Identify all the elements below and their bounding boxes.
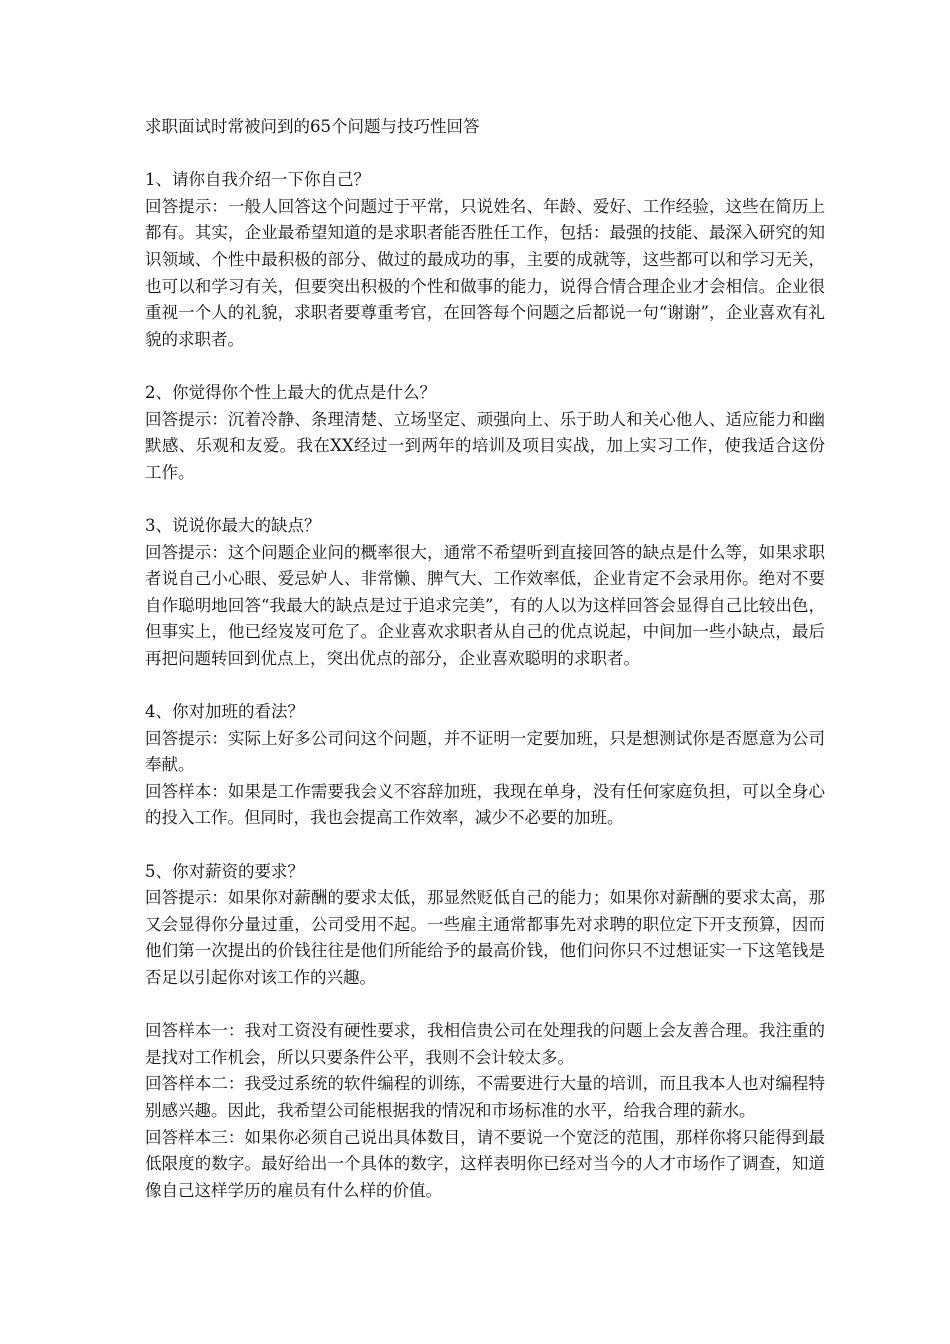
spacer (145, 353, 825, 380)
answer-1-hint: 回答提示：一般人回答这个问题过于平常，只说姓名、年龄、爱好、工作经验，这些在简历上都有。其实，企业最希望知道的是求职者能否胜任工作，包括：最强的技能、最深入研究的知识领域、个性中最积极的部分、做过的最成功的事，主要的成就等，这些都可以和学习无关，也可以和学习有关，但要突出积极的个性和做事的能力，说得合情合理企业才会相信。企业很重视一个人的礼貌，求职者要尊重考官，在回答每个问题之后都说一句“谢谢”，企业喜欢有礼貌的求职者。 (145, 196, 825, 349)
answer-4-sample: 回答样本：如果是工作需要我会义不容辞加班，我现在单身，没有任何家庭负担，可以全身心的投入工作。但同时，我也会提高工作效率，减少不必要的加班。 (145, 781, 825, 828)
answer-5-sample-3: 回答样本三：如果你必须自己说出具体数目，请不要说一个宽泛的范围，那样你将只能得到最低限度的数字。最好给出一个具体的数字，这样表明你已经对当今的人才市场作了调查，知道像自己这样学历的雇员有什么样的价值。 (145, 1127, 825, 1200)
spacer (145, 672, 825, 699)
answer-5-sample-2: 回答样本二：我受过系统的软件编程的训练，不需要进行大量的培训，而且我本人也对编程特别感兴趣。因此，我希望公司能根据我的情况和市场标准的水平，给我合理的薪水。 (145, 1074, 825, 1120)
question-4: 4、你对加班的看法？ (145, 702, 304, 722)
question-3: 3、说说你最大的缺点？ (145, 515, 321, 535)
spacer (145, 832, 825, 859)
answer-3-hint: 回答提示：这个问题企业问的概率很大，通常不希望听到直接回答的缺点是什么等，如果求职者说自己小心眼、爱忌妒人、非常懒、脾气大、工作效率低，企业肯定不会录用你。绝对不要自作聪明地回答“我最大的缺点是过于追求完美”，有的人以为这样回答会显得自己比较出色，但事实上，他已经岌岌可危了。企业喜欢求职者从自己的优点说起，中间加一些小缺点，最后再把问题转回到优点上，突出优点的部分，企业喜欢聪明的求职者。 (145, 542, 825, 668)
question-1: 1、请你自我介绍一下你自己？ (145, 170, 370, 190)
spacer (145, 486, 825, 513)
question-5: 5、你对薪资的要求？ (145, 861, 304, 881)
question-2: 2、你觉得你个性上最大的优点是什么？ (145, 382, 436, 402)
answer-5-hint: 回答提示：如果你对薪酬的要求太低，那显然贬低自己的能力；如果你对薪酬的要求太高，那又会显得你分量过重，公司受用不起。一些雇主通常都事先对求聘的职位定下开支预算，因而他们第一次提出的价钱往往是他们所能给予的最高价钱，他们问你只不过想证实一下这笔钱是否足以引起你对该工作的兴趣。 (145, 888, 825, 987)
answer-5-sample-1: 回答样本一：我对工资没有硬性要求，我相信贵公司在处理我的问题上会友善合理。我注重的是找对工作机会，所以只要条件公平，我则不会计较太多。 (145, 1021, 825, 1067)
spacer (145, 992, 825, 1019)
answer-4-hint: 回答提示：实际上好多公司问这个问题，并不证明一定要加班，只是想测试你是否愿意为公司奉献。 (145, 728, 825, 775)
answer-2-hint: 回答提示：沉着冷静、条理清楚、立场坚定、顽强向上、乐于助人和关心他人、适应能力和幽默感、乐观和友爱。我在XX经过一到两年的培训及项目实战，加上实习工作，使我适合这份工作。 (145, 409, 825, 482)
spacer (145, 141, 825, 168)
document-page (145, 114, 825, 1204)
document-title: 求职面试时常被问到的65个问题与技巧性回答 (145, 117, 480, 136)
